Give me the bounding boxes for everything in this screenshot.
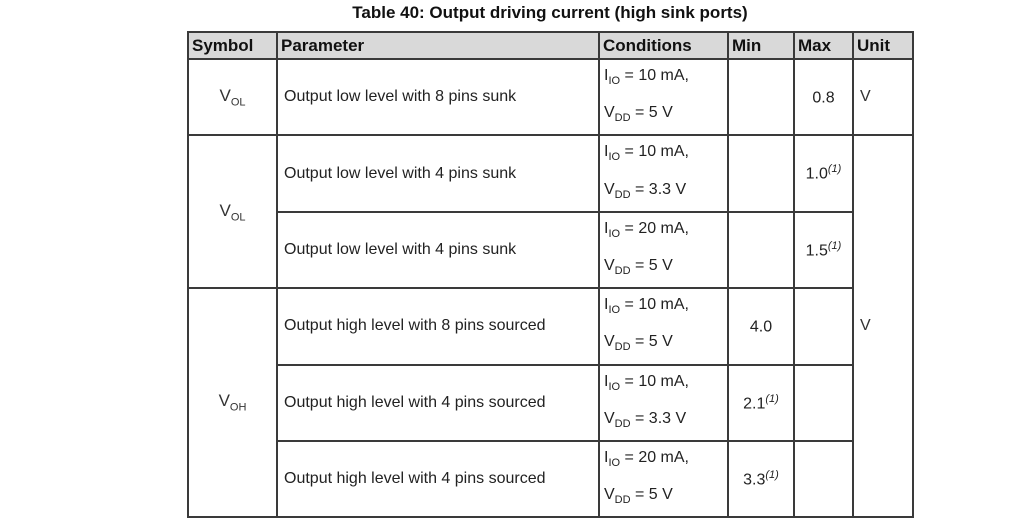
max-cell: 1.0$^{(1)}$: [794, 135, 853, 211]
table-row: [188, 288, 913, 364]
max-cell: [794, 441, 853, 517]
min-cell: [728, 135, 794, 211]
parameter-cell: Output high level with 4 pins sourced: [277, 441, 599, 517]
min-cell: [728, 212, 794, 288]
header-symbol: Symbol: [188, 32, 277, 59]
parameter-cell: Output low level with 4 pins sunk: [277, 212, 599, 288]
conditions-cell: $I_{IO} = 20$ mA, $V_{DD} = 5$ V: [599, 441, 728, 517]
header-row: [188, 32, 913, 59]
header-unit: Unit: [853, 32, 913, 59]
max-cell: [794, 288, 853, 364]
min-cell: 2.1$^{(1)}$: [728, 365, 794, 441]
max-cell: [794, 365, 853, 441]
symbol-cell: $V_{OL}$: [188, 59, 277, 135]
max-cell: 0.8: [794, 59, 853, 135]
conditions-cell: $I_{IO} = 20$ mA, $V_{DD} = 5$ V: [599, 212, 728, 288]
parameter-cell: Output high level with 8 pins sourced: [277, 288, 599, 364]
table-row: [188, 59, 913, 135]
parameter-cell: Output high level with 4 pins sourced: [277, 365, 599, 441]
table-row: [188, 135, 913, 211]
conditions-cell: $I_{IO} = 10$ mA, $V_{DD} = 5$ V: [599, 288, 728, 364]
parameter-cell: Output low level with 4 pins sunk: [277, 135, 599, 211]
symbol-cell: $V_{OL}$: [188, 135, 277, 288]
symbol-cell: $V_{OH}$: [188, 288, 277, 517]
header-max: Max: [794, 32, 853, 59]
unit-cell: V: [853, 59, 913, 135]
parameter-cell: Output low level with 8 pins sunk: [277, 59, 599, 135]
unit-cell: V: [853, 135, 913, 517]
min-cell: 4.0: [728, 288, 794, 364]
output-driving-current-table: [187, 31, 914, 518]
table-caption: Table 40: Output driving current (high sink ports): [352, 3, 748, 22]
table-row: [188, 365, 913, 441]
table-row: [188, 212, 913, 288]
conditions-cell: $I_{IO} = 10$ mA, $V_{DD} = 3.3$ V: [599, 365, 728, 441]
conditions-cell: $I_{IO} = 10$ mA, $V_{DD} = 3.3$ V: [599, 135, 728, 211]
header-parameter: Parameter: [277, 32, 599, 59]
table-row: [188, 441, 913, 517]
header-min: Min: [728, 32, 794, 59]
min-cell: [728, 59, 794, 135]
conditions-cell: $I_{IO} = 10$ mA, $V_{DD} = 5$ V: [599, 59, 728, 135]
max-cell: 1.5$^{(1)}$: [794, 212, 853, 288]
header-conditions: Conditions: [599, 32, 728, 59]
min-cell: 3.3$^{(1)}$: [728, 441, 794, 517]
